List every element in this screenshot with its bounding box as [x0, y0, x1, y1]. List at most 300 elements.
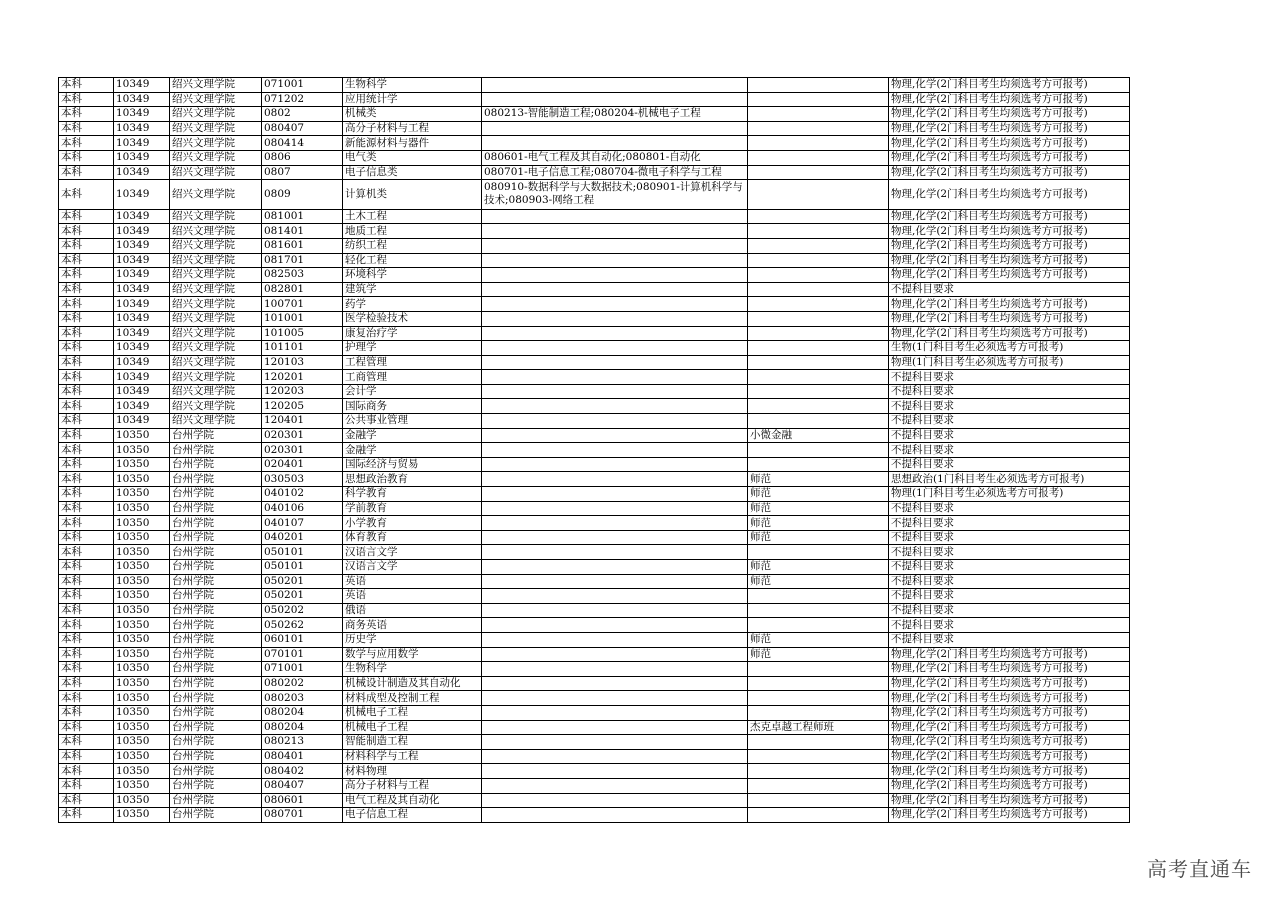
remark-cell — [748, 209, 889, 224]
remark-cell — [748, 224, 889, 239]
major-code-cell: 040106 — [262, 501, 343, 516]
included-majors-cell — [482, 253, 748, 268]
table-row — [59, 530, 1130, 545]
major-code-cell: 120401 — [262, 414, 343, 429]
school-code-cell: 10349 — [114, 370, 170, 385]
subject-requirement-cell: 物理(1门科目考生必须选考方可报考) — [889, 355, 1130, 370]
subject-requirement-cell: 不提科目要求 — [889, 384, 1130, 399]
table-row — [59, 589, 1130, 604]
school-code-cell: 10349 — [114, 107, 170, 122]
level-cell: 本科 — [59, 165, 114, 180]
school-code-cell: 10349 — [114, 165, 170, 180]
included-majors-cell — [482, 574, 748, 589]
major-name-cell: 会计学 — [343, 384, 482, 399]
school-code-cell: 10349 — [114, 238, 170, 253]
school-name-cell: 台州学院 — [170, 691, 262, 706]
included-majors-cell — [482, 326, 748, 341]
major-code-cell: 050201 — [262, 589, 343, 604]
school-name-cell: 台州学院 — [170, 487, 262, 502]
school-code-cell: 10350 — [114, 560, 170, 575]
subject-requirement-cell: 物理,化学(2门科目考生均须选考方可报考) — [889, 326, 1130, 341]
subject-requirement-cell: 不提科目要求 — [889, 589, 1130, 604]
table-row — [59, 224, 1130, 239]
school-code-cell: 10350 — [114, 472, 170, 487]
major-name-cell: 材料物理 — [343, 764, 482, 779]
table-row — [59, 341, 1130, 356]
remark-cell — [748, 136, 889, 151]
table-row — [59, 516, 1130, 531]
table-row — [59, 150, 1130, 165]
school-name-cell: 台州学院 — [170, 501, 262, 516]
table-row — [59, 691, 1130, 706]
school-code-cell: 10349 — [114, 355, 170, 370]
school-code-cell: 10350 — [114, 574, 170, 589]
included-majors-cell — [482, 311, 748, 326]
table-row — [59, 209, 1130, 224]
table-row — [59, 545, 1130, 560]
school-name-cell: 绍兴文理学院 — [170, 92, 262, 107]
school-name-cell: 台州学院 — [170, 589, 262, 604]
subject-requirement-cell: 物理,化学(2门科目考生均须选考方可报考) — [889, 764, 1130, 779]
school-name-cell: 台州学院 — [170, 676, 262, 691]
major-code-cell: 0807 — [262, 165, 343, 180]
subject-requirement-cell: 物理,化学(2门科目考生均须选考方可报考) — [889, 92, 1130, 107]
school-name-cell: 绍兴文理学院 — [170, 384, 262, 399]
major-code-cell: 082503 — [262, 268, 343, 283]
table-row — [59, 487, 1130, 502]
major-name-cell: 小学教育 — [343, 516, 482, 531]
level-cell: 本科 — [59, 224, 114, 239]
level-cell: 本科 — [59, 574, 114, 589]
remark-cell — [748, 311, 889, 326]
remark-cell — [748, 705, 889, 720]
school-name-cell: 绍兴文理学院 — [170, 107, 262, 122]
major-code-cell: 101001 — [262, 311, 343, 326]
table-row — [59, 749, 1130, 764]
major-name-cell: 汉语言文学 — [343, 545, 482, 560]
major-code-cell: 050262 — [262, 618, 343, 633]
major-name-cell: 计算机类 — [343, 180, 482, 210]
subject-requirement-cell: 物理,化学(2门科目考生均须选考方可报考) — [889, 121, 1130, 136]
subject-requirement-cell: 物理,化学(2门科目考生均须选考方可报考) — [889, 662, 1130, 677]
major-name-cell: 思想政治教育 — [343, 472, 482, 487]
school-name-cell: 台州学院 — [170, 603, 262, 618]
school-code-cell: 10349 — [114, 150, 170, 165]
school-name-cell: 绍兴文理学院 — [170, 180, 262, 210]
table-row — [59, 311, 1130, 326]
subject-requirement-cell: 物理,化学(2门科目考生均须选考方可报考) — [889, 150, 1130, 165]
school-name-cell: 台州学院 — [170, 574, 262, 589]
school-code-cell: 10349 — [114, 92, 170, 107]
school-code-cell: 10349 — [114, 414, 170, 429]
major-code-cell: 071001 — [262, 662, 343, 677]
major-name-cell: 建筑学 — [343, 282, 482, 297]
major-code-cell: 040201 — [262, 530, 343, 545]
major-code-cell: 120203 — [262, 384, 343, 399]
remark-cell: 师范 — [748, 647, 889, 662]
remark-cell — [748, 121, 889, 136]
subject-requirement-cell: 物理,化学(2门科目考生均须选考方可报考) — [889, 778, 1130, 793]
school-code-cell: 10349 — [114, 341, 170, 356]
major-name-cell: 历史学 — [343, 632, 482, 647]
level-cell: 本科 — [59, 632, 114, 647]
included-majors-cell — [482, 808, 748, 823]
included-majors-cell — [482, 297, 748, 312]
remark-cell — [748, 793, 889, 808]
included-majors-cell — [482, 662, 748, 677]
level-cell: 本科 — [59, 355, 114, 370]
table-row — [59, 165, 1130, 180]
school-name-cell: 绍兴文理学院 — [170, 268, 262, 283]
major-name-cell: 金融学 — [343, 443, 482, 458]
remark-cell — [748, 808, 889, 823]
level-cell: 本科 — [59, 384, 114, 399]
school-code-cell: 10350 — [114, 501, 170, 516]
remark-cell — [748, 326, 889, 341]
level-cell: 本科 — [59, 326, 114, 341]
subject-requirement-cell: 不提科目要求 — [889, 428, 1130, 443]
major-code-cell: 080202 — [262, 676, 343, 691]
school-code-cell: 10350 — [114, 443, 170, 458]
included-majors-cell: 080601-电气工程及其自动化;080801-自动化 — [482, 150, 748, 165]
included-majors-cell — [482, 92, 748, 107]
included-majors-cell — [482, 735, 748, 750]
remark-cell: 师范 — [748, 530, 889, 545]
subject-requirement-cell: 物理,化学(2门科目考生均须选考方可报考) — [889, 647, 1130, 662]
included-majors-cell — [482, 647, 748, 662]
included-majors-cell: 080213-智能制造工程;080204-机械电子工程 — [482, 107, 748, 122]
table-row — [59, 632, 1130, 647]
major-code-cell: 120201 — [262, 370, 343, 385]
level-cell: 本科 — [59, 107, 114, 122]
watermark-text: 高考直通车 — [1147, 857, 1252, 881]
subject-requirement-cell: 物理,化学(2门科目考生均须选考方可报考) — [889, 238, 1130, 253]
school-name-cell: 台州学院 — [170, 749, 262, 764]
school-name-cell: 绍兴文理学院 — [170, 370, 262, 385]
included-majors-cell — [482, 545, 748, 560]
remark-cell — [748, 764, 889, 779]
level-cell: 本科 — [59, 121, 114, 136]
major-name-cell: 纺织工程 — [343, 238, 482, 253]
remark-cell: 师范 — [748, 574, 889, 589]
major-code-cell: 050201 — [262, 574, 343, 589]
school-code-cell: 10349 — [114, 384, 170, 399]
major-code-cell: 080414 — [262, 136, 343, 151]
school-name-cell: 台州学院 — [170, 428, 262, 443]
table-row — [59, 399, 1130, 414]
major-name-cell: 国际商务 — [343, 399, 482, 414]
level-cell: 本科 — [59, 808, 114, 823]
level-cell: 本科 — [59, 311, 114, 326]
included-majors-cell — [482, 589, 748, 604]
major-name-cell: 金融学 — [343, 428, 482, 443]
school-code-cell: 10350 — [114, 589, 170, 604]
school-code-cell: 10349 — [114, 253, 170, 268]
included-majors-cell — [482, 428, 748, 443]
major-name-cell: 工程管理 — [343, 355, 482, 370]
table-row — [59, 647, 1130, 662]
school-name-cell: 台州学院 — [170, 472, 262, 487]
school-code-cell: 10350 — [114, 632, 170, 647]
remark-cell — [748, 268, 889, 283]
included-majors-cell — [482, 487, 748, 502]
major-code-cell: 050101 — [262, 560, 343, 575]
table-row — [59, 92, 1130, 107]
major-name-cell: 机械类 — [343, 107, 482, 122]
school-code-cell: 10350 — [114, 720, 170, 735]
remark-cell — [748, 399, 889, 414]
subject-requirement-cell: 思想政治(1门科目考生必须选考方可报考) — [889, 472, 1130, 487]
major-code-cell: 0802 — [262, 107, 343, 122]
school-name-cell: 绍兴文理学院 — [170, 121, 262, 136]
major-name-cell: 电气类 — [343, 150, 482, 165]
major-code-cell: 101101 — [262, 341, 343, 356]
major-name-cell: 环境科学 — [343, 268, 482, 283]
school-code-cell: 10350 — [114, 764, 170, 779]
school-code-cell: 10350 — [114, 662, 170, 677]
level-cell: 本科 — [59, 793, 114, 808]
included-majors-cell — [482, 78, 748, 93]
subject-requirement-cell: 物理,化学(2门科目考生均须选考方可报考) — [889, 268, 1130, 283]
table-body — [59, 78, 1130, 823]
school-name-cell: 绍兴文理学院 — [170, 326, 262, 341]
remark-cell — [748, 749, 889, 764]
school-code-cell: 10350 — [114, 603, 170, 618]
subject-requirement-cell: 不提科目要求 — [889, 370, 1130, 385]
major-name-cell: 地质工程 — [343, 224, 482, 239]
major-name-cell: 体育教育 — [343, 530, 482, 545]
school-code-cell: 10350 — [114, 676, 170, 691]
remark-cell: 师范 — [748, 632, 889, 647]
included-majors-cell — [482, 136, 748, 151]
subject-requirement-cell: 不提科目要求 — [889, 457, 1130, 472]
major-name-cell: 汉语言文学 — [343, 560, 482, 575]
level-cell: 本科 — [59, 341, 114, 356]
major-name-cell: 应用统计学 — [343, 92, 482, 107]
major-code-cell: 101005 — [262, 326, 343, 341]
major-name-cell: 护理学 — [343, 341, 482, 356]
school-name-cell: 绍兴文理学院 — [170, 78, 262, 93]
included-majors-cell — [482, 224, 748, 239]
major-code-cell: 050202 — [262, 603, 343, 618]
school-code-cell: 10349 — [114, 209, 170, 224]
major-code-cell: 080401 — [262, 749, 343, 764]
included-majors-cell — [482, 793, 748, 808]
school-code-cell: 10349 — [114, 136, 170, 151]
school-code-cell: 10350 — [114, 647, 170, 662]
subject-requirement-cell: 不提科目要求 — [889, 560, 1130, 575]
table-row — [59, 793, 1130, 808]
table-row — [59, 121, 1130, 136]
major-name-cell: 俄语 — [343, 603, 482, 618]
included-majors-cell — [482, 720, 748, 735]
table-row — [59, 457, 1130, 472]
major-code-cell: 081601 — [262, 238, 343, 253]
level-cell: 本科 — [59, 735, 114, 750]
school-code-cell: 10350 — [114, 530, 170, 545]
table-row — [59, 443, 1130, 458]
major-name-cell: 机械设计制造及其自动化 — [343, 676, 482, 691]
major-name-cell: 英语 — [343, 574, 482, 589]
subject-requirement-cell: 不提科目要求 — [889, 574, 1130, 589]
major-code-cell: 100701 — [262, 297, 343, 312]
table-row — [59, 253, 1130, 268]
table-row — [59, 560, 1130, 575]
school-name-cell: 绍兴文理学院 — [170, 355, 262, 370]
included-majors-cell — [482, 632, 748, 647]
major-name-cell: 公共事业管理 — [343, 414, 482, 429]
school-code-cell: 10349 — [114, 78, 170, 93]
remark-cell — [748, 297, 889, 312]
level-cell: 本科 — [59, 150, 114, 165]
school-code-cell: 10349 — [114, 121, 170, 136]
school-code-cell: 10349 — [114, 224, 170, 239]
major-name-cell: 电子信息工程 — [343, 808, 482, 823]
major-code-cell: 080204 — [262, 705, 343, 720]
major-code-cell: 120103 — [262, 355, 343, 370]
school-name-cell: 台州学院 — [170, 618, 262, 633]
remark-cell — [748, 180, 889, 210]
included-majors-cell — [482, 501, 748, 516]
included-majors-cell — [482, 560, 748, 575]
level-cell: 本科 — [59, 691, 114, 706]
remark-cell — [748, 457, 889, 472]
included-majors-cell — [482, 457, 748, 472]
school-code-cell: 10349 — [114, 268, 170, 283]
school-code-cell: 10349 — [114, 326, 170, 341]
major-name-cell: 康复治疗学 — [343, 326, 482, 341]
school-name-cell: 台州学院 — [170, 735, 262, 750]
included-majors-cell — [482, 530, 748, 545]
level-cell: 本科 — [59, 253, 114, 268]
major-code-cell: 060101 — [262, 632, 343, 647]
level-cell: 本科 — [59, 749, 114, 764]
subject-requirement-cell: 物理,化学(2门科目考生均须选考方可报考) — [889, 180, 1130, 210]
school-code-cell: 10350 — [114, 428, 170, 443]
included-majors-cell — [482, 749, 748, 764]
major-code-cell: 0809 — [262, 180, 343, 210]
major-code-cell: 080204 — [262, 720, 343, 735]
level-cell: 本科 — [59, 297, 114, 312]
major-code-cell: 020401 — [262, 457, 343, 472]
major-code-cell: 080701 — [262, 808, 343, 823]
level-cell: 本科 — [59, 370, 114, 385]
remark-cell — [748, 735, 889, 750]
level-cell: 本科 — [59, 487, 114, 502]
school-code-cell: 10350 — [114, 618, 170, 633]
remark-cell: 师范 — [748, 501, 889, 516]
included-majors-cell — [482, 399, 748, 414]
school-name-cell: 台州学院 — [170, 778, 262, 793]
table-row — [59, 618, 1130, 633]
school-name-cell: 台州学院 — [170, 516, 262, 531]
major-code-cell: 020301 — [262, 428, 343, 443]
school-code-cell: 10349 — [114, 180, 170, 210]
school-name-cell: 绍兴文理学院 — [170, 311, 262, 326]
included-majors-cell — [482, 341, 748, 356]
major-name-cell: 医学检验技术 — [343, 311, 482, 326]
school-name-cell: 台州学院 — [170, 457, 262, 472]
remark-cell: 师范 — [748, 487, 889, 502]
table-row — [59, 808, 1130, 823]
remark-cell — [748, 165, 889, 180]
major-name-cell: 高分子材料与工程 — [343, 778, 482, 793]
school-code-cell: 10350 — [114, 793, 170, 808]
major-name-cell: 工商管理 — [343, 370, 482, 385]
subject-requirement-cell: 物理,化学(2门科目考生均须选考方可报考) — [889, 705, 1130, 720]
school-name-cell: 绍兴文理学院 — [170, 341, 262, 356]
major-name-cell: 土木工程 — [343, 209, 482, 224]
school-name-cell: 台州学院 — [170, 545, 262, 560]
level-cell: 本科 — [59, 778, 114, 793]
major-name-cell: 药学 — [343, 297, 482, 312]
table-row — [59, 414, 1130, 429]
major-code-cell: 020301 — [262, 443, 343, 458]
school-name-cell: 台州学院 — [170, 560, 262, 575]
level-cell: 本科 — [59, 589, 114, 604]
level-cell: 本科 — [59, 662, 114, 677]
major-name-cell: 机械电子工程 — [343, 720, 482, 735]
remark-cell — [748, 341, 889, 356]
school-name-cell: 台州学院 — [170, 647, 262, 662]
table-row — [59, 662, 1130, 677]
table-row — [59, 78, 1130, 93]
table-row — [59, 238, 1130, 253]
table-row — [59, 735, 1130, 750]
level-cell: 本科 — [59, 545, 114, 560]
table-row — [59, 268, 1130, 283]
included-majors-cell — [482, 238, 748, 253]
major-name-cell: 材料成型及控制工程 — [343, 691, 482, 706]
school-code-cell: 10350 — [114, 545, 170, 560]
school-name-cell: 绍兴文理学院 — [170, 399, 262, 414]
level-cell: 本科 — [59, 282, 114, 297]
remark-cell: 师范 — [748, 516, 889, 531]
remark-cell — [748, 238, 889, 253]
subject-requirement-cell: 物理,化学(2门科目考生均须选考方可报考) — [889, 691, 1130, 706]
included-majors-cell — [482, 778, 748, 793]
major-name-cell: 国际经济与贸易 — [343, 457, 482, 472]
level-cell: 本科 — [59, 705, 114, 720]
level-cell: 本科 — [59, 428, 114, 443]
remark-cell — [748, 618, 889, 633]
subject-requirement-cell: 物理,化学(2门科目考生均须选考方可报考) — [889, 735, 1130, 750]
level-cell: 本科 — [59, 516, 114, 531]
school-code-cell: 10350 — [114, 516, 170, 531]
school-code-cell: 10349 — [114, 282, 170, 297]
major-code-cell: 080601 — [262, 793, 343, 808]
subject-requirement-cell: 不提科目要求 — [889, 603, 1130, 618]
level-cell: 本科 — [59, 764, 114, 779]
school-code-cell: 10349 — [114, 297, 170, 312]
included-majors-cell — [482, 676, 748, 691]
school-name-cell: 绍兴文理学院 — [170, 253, 262, 268]
included-majors-cell — [482, 268, 748, 283]
table-row — [59, 764, 1130, 779]
table-row — [59, 428, 1130, 443]
subject-requirement-cell: 物理,化学(2门科目考生均须选考方可报考) — [889, 78, 1130, 93]
table-row — [59, 574, 1130, 589]
school-name-cell: 绍兴文理学院 — [170, 238, 262, 253]
major-code-cell: 080213 — [262, 735, 343, 750]
major-name-cell: 生物科学 — [343, 78, 482, 93]
major-name-cell: 材料科学与工程 — [343, 749, 482, 764]
subject-requirement-cell: 不提科目要求 — [889, 443, 1130, 458]
remark-cell — [748, 384, 889, 399]
table-row — [59, 676, 1130, 691]
major-code-cell: 081001 — [262, 209, 343, 224]
major-name-cell: 轻化工程 — [343, 253, 482, 268]
